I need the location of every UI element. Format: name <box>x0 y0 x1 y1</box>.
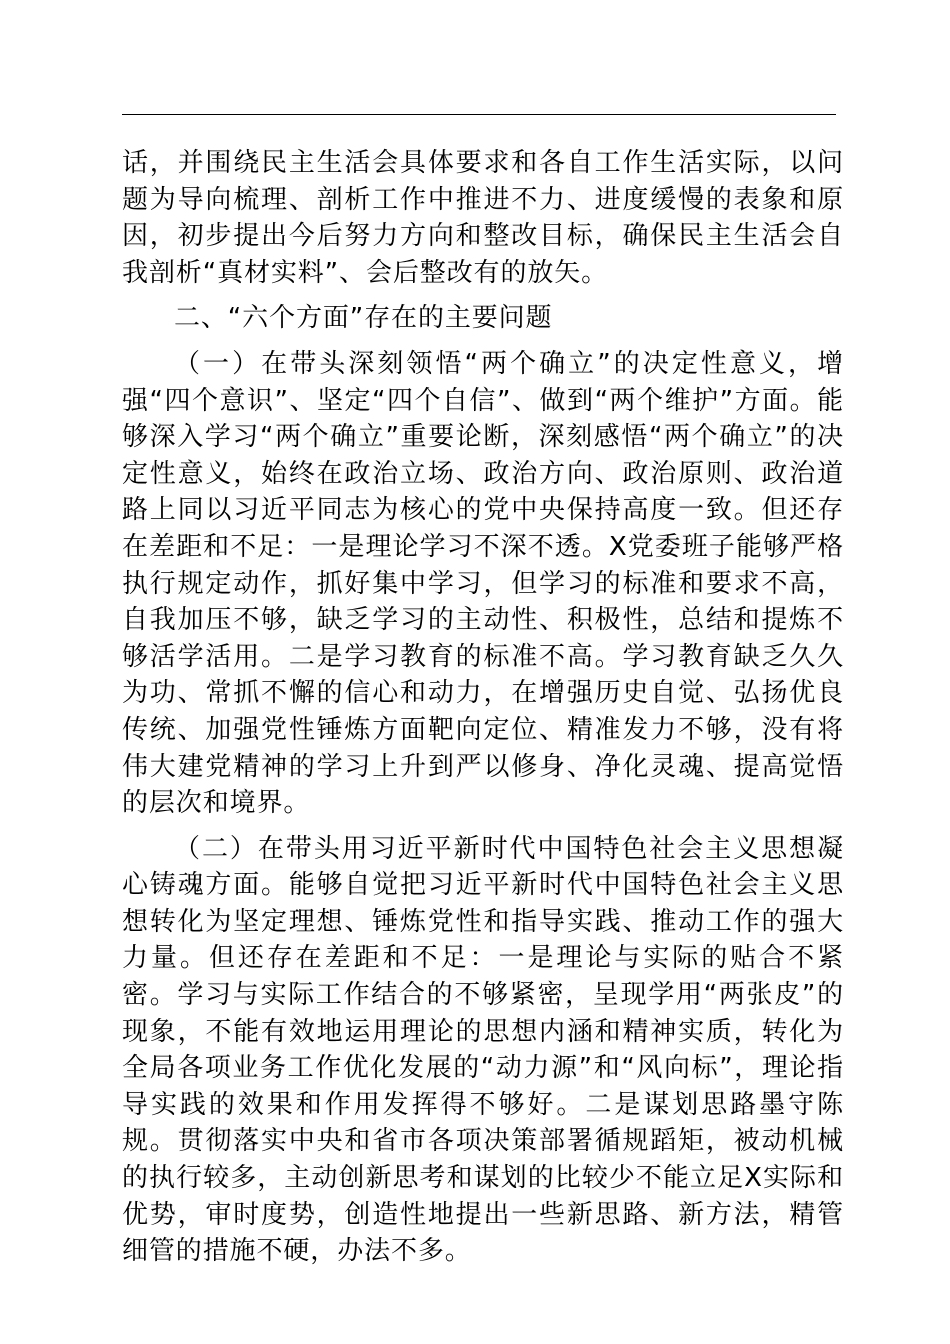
section-heading: 二、“六个方面”存在的主要问题 <box>174 303 553 334</box>
section-2-paragraph: （二）在带头用习近平新时代中国特色社会主义思想凝心铸魂方面。能够自觉把习近平新时代中国特色社会主义思想转化为坚定理想、锤炼党性和指导实践、推动工作的强大力量。但还存在差距和不足：一是理论与实际的贴合不紧密。学习与实际工作结合的不够紧密，呈现学用“两张皮”的现象，不能有效地运用理论的思想内涵和精神实质，转化为全局各项业务工作优化发展的“动力源”和“风向标”，理论指导实践的效果和作用发挥得不够好。二是谋划思路墨守陈规。贯彻落实中央和省市各项决策部署循规蹈矩，被动机械的执行较多，主动创新思考和谋划的比较少不能立足X实际和优势，审时度势，创造性地提出一些新思路、新方法，精管细管的措施不硬，办法不多。 <box>122 833 844 1267</box>
section-1-paragraph: （一）在带头深刻领悟“两个确立”的决定性意义，增强“四个意识”、坚定“四个自信”、做到“两个维护”方面。能够深入学习“两个确立”重要论断，深刻感悟“两个确立”的决定性意义，始终在政治立场、政治方向、政治原则、政治道路上同以习近平同志为核心的党中央保持高度一致。但还存在差距和不足：一是理论学习不深不透。X党委班子能够严格执行规定动作，抓好集中学习，但学习的标准和要求不高，自我加压不够，缺乏学习的主动性、积极性，总结和提炼不够活学活用。二是学习教育的标准不高。学习教育缺乏久久为功、常抓不懈的信心和动力，在增强历史自觉、弘扬优良传统、加强党性锤炼方面靶向定位、精准发力不够，没有将伟大建党精神的学习上升到严以修身、净化灵魂、提高觉悟的层次和境界。 <box>122 348 844 819</box>
intro-paragraph: 话，并围绕民主生活会具体要求和各自工作生活实际，以问题为导向梳理、剖析工作中推进不力、进度缓慢的表象和原因，初步提出今后努力方向和整改目标，确保民主生活会自我剖析“真材实料”、会后整改有的放矢。 <box>122 148 844 288</box>
document-body <box>122 145 844 1270</box>
header-rule <box>122 114 836 115</box>
